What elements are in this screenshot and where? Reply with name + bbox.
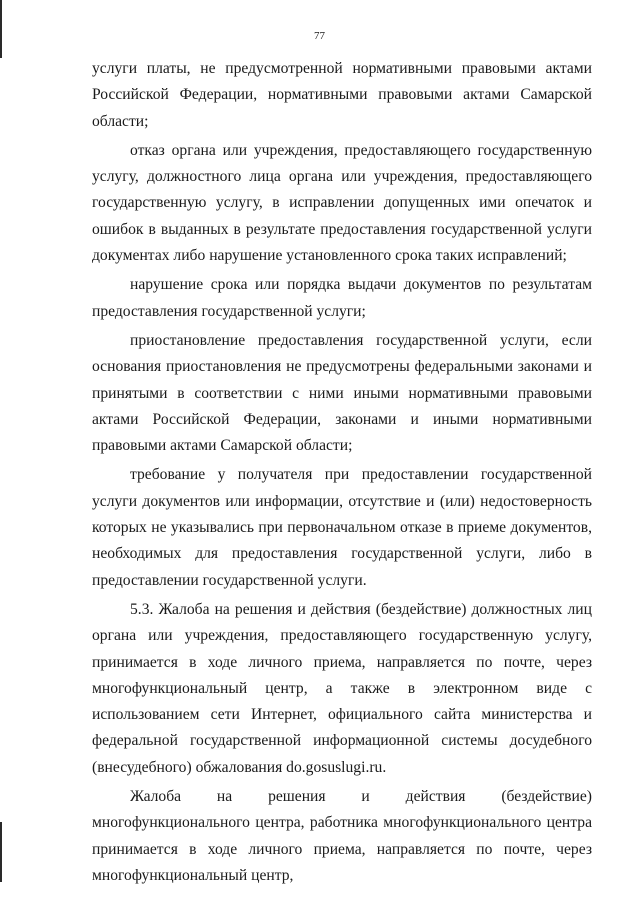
page-number: 77 (314, 30, 325, 42)
document-body (92, 56, 592, 889)
paragraph-issuance-violation: нарушение срока или порядка выдачи документов по результатам предоставления государственной услуги; (92, 276, 592, 320)
paragraph-suspension: приостановление предоставления государственной услуги, если основания приостановления не предусмотрены федеральными законами и принятыми в соответствии с ними иными нормативными правовыми актами Российской Федерации, законами и иными нормативными правовыми актами Самарской области; (92, 331, 592, 455)
paragraph-mfc-complaint: Жалоба на решения и действия (бездействие) многофункционального центра, работника многофункционального центра принимается в ходе личного приема, направляется по почте, через многофункциональный центр, (92, 788, 592, 884)
scan-edge-bottom (0, 822, 2, 882)
paragraph-5-3-complaint: 5.3. Жалоба на решения и действия (бездействие) должностных лиц органа или учреждения, предоставляющего государственную услугу, принимается в ходе личного приема, направляется по почте, через многофункциональный центр, а также в электронном виде с использованием сети Интернет, официального сайта министерства и федеральной государственной информационной системы досудебного (внесудебного) обжалования do.gosuslugi.ru. (92, 600, 592, 776)
paragraph-fee-continuation: услуги платы, не предусмотренной нормативными правовыми актами Российской Федерации, нормативными правовыми актами Самарской области; (92, 60, 592, 130)
paragraph-correction-refusal: отказ органа или учреждения, предоставляющего государственную услугу, должностного лица органа или учреждения, предоставляющего государственную услугу, в исправлении допущенных ими опечаток и ошибок в выданных в результате предоставления государственной услуги документах либо нарушение установленного срока таких исправлений; (92, 141, 592, 265)
paragraph-document-requirement: требование у получателя при предоставлении государственной услуги документов или информации, отсутствие и (или) недостоверность которых не указывались при первоначальном отказе в приеме документов, необходимых для предоставления государственной услуги, либо в предоставлении государственной услуги. (92, 466, 592, 589)
scan-edge-top (0, 0, 2, 58)
